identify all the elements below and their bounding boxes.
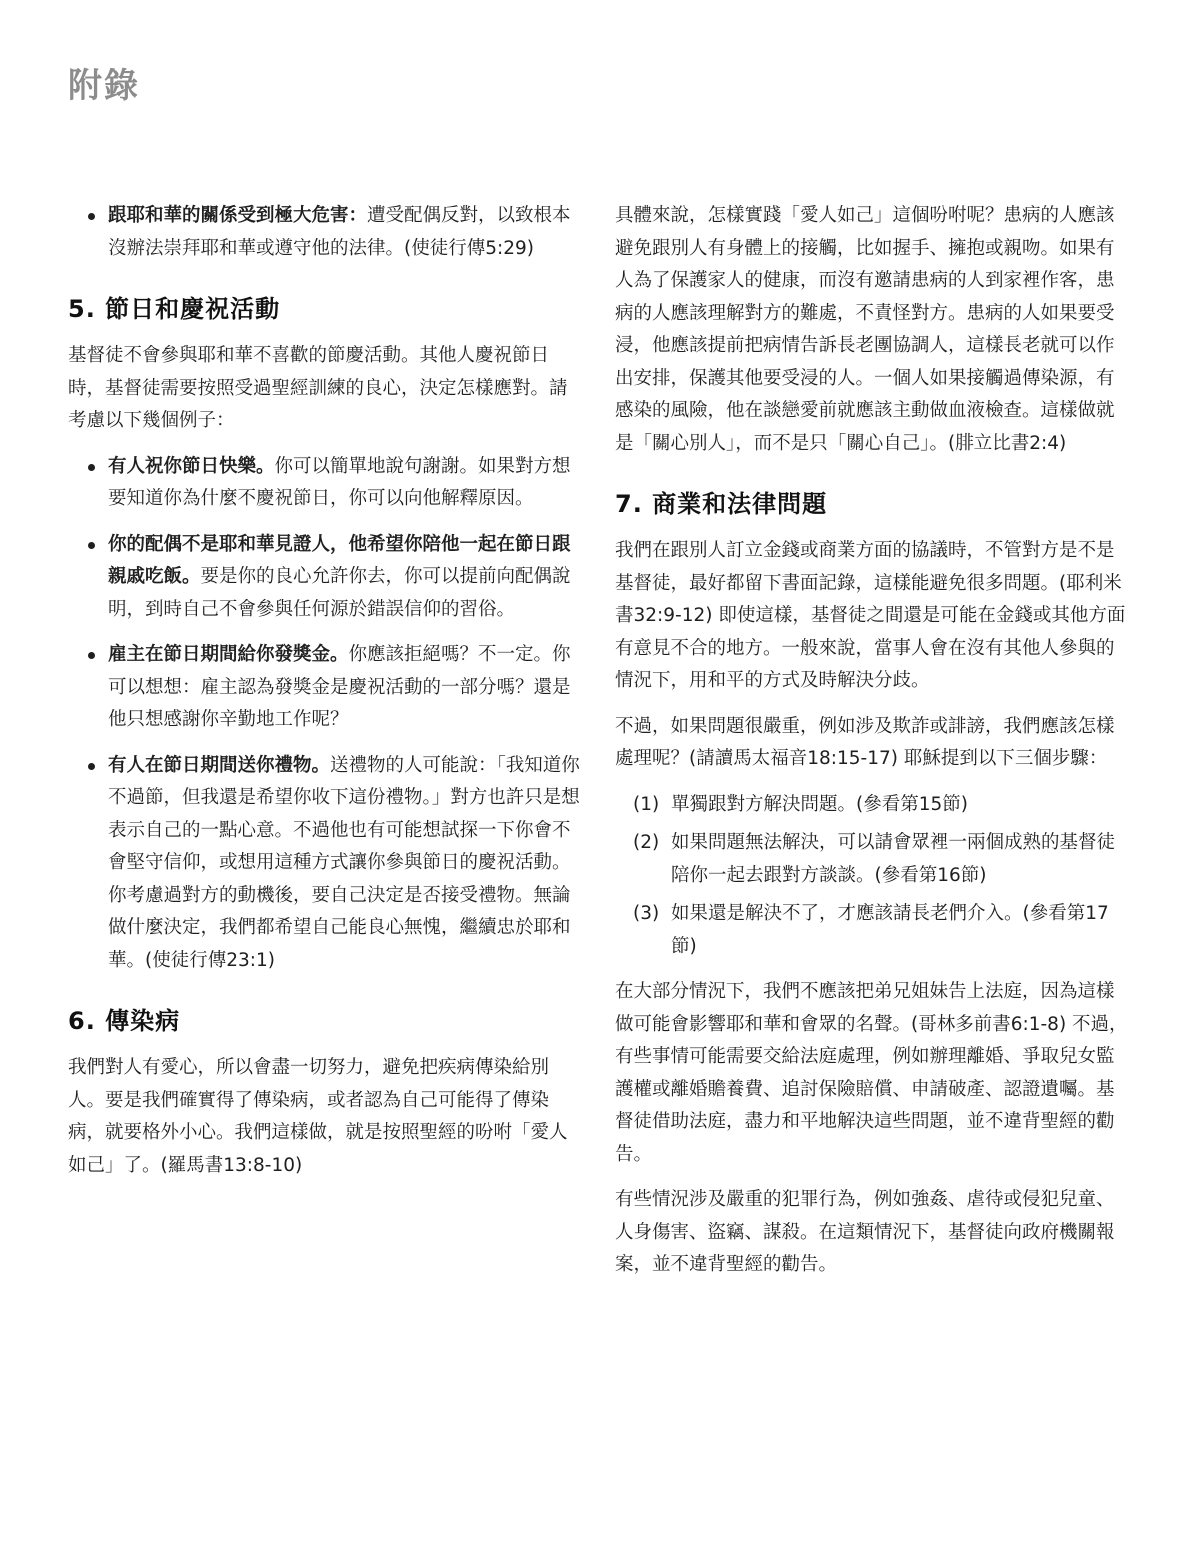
list-item: [108, 750, 582, 978]
bullet-text: 遭受配偶反對，以致根本沒辦法崇拜耶和華或遵守他的法律。(使徒行傳5:29): [108, 205, 571, 259]
left-column: [68, 200, 582, 1195]
step-number: (3): [633, 903, 660, 924]
bullet-text: 送禮物的人可能說：「我知道你不過節，但我還是希望你收下這份禮物。」對方也許只是想表示自己的一點心意。不過他也有可能想試探一下你會不會堅守信仰，或想用這種方式讓你參與節日的慶祝活動。你考慮過對方的動機後，要自己決定是否接受禮物。無論做什麼決定，我們都希望自己能良心無愧，繼續忠於耶和華。(使徒行傳23:1): [108, 754, 580, 971]
section-heading-6: 6. 傳染病: [68, 1007, 181, 1035]
section7-paragraph-3: 在大部分情況下，我們不應該把弟兄姐妹告上法庭，因為這樣做可能會影響耶和華和會眾的名聲。(哥林多前書6:1-8) 不過，有些事情可能需要交給法庭處理，例如辦理離婚、爭取兒女監護權或離婚贍養費、追討保險賠償、申請破產、認證遺囑。基督徒借助法庭，盡力和平地解決這些問題，並不違背聖經的勸告。: [615, 981, 1128, 1165]
bullet-lead: 跟耶和華的關係受到極大危害：: [108, 205, 368, 226]
bullet-text: 你應該拒絕嗎？不一定。你可以想想：雇主認為發獎金是慶祝活動的一部分嗎？還是他只想感謝你辛勤地工作呢？: [108, 644, 571, 730]
list-item: [108, 200, 582, 265]
bullet-list-continued: [68, 200, 582, 265]
list-item: [633, 789, 1129, 822]
list-item: [108, 451, 582, 516]
running-head: 附錄: [68, 66, 140, 106]
list-item: [633, 898, 1129, 963]
step-text: 如果問題無法解決，可以請會眾裡一兩個成熟的基督徒陪你一起去跟對方談談。(參看第16節): [671, 832, 1116, 886]
list-item: [108, 529, 582, 627]
bullet-lead: 有人在節日期間送你禮物。: [108, 754, 331, 776]
bullet-lead: 你的配偶不是耶和華見證人，他希望你陪他一起在節日跟親戚吃飯。: [108, 533, 571, 587]
list-item: [108, 639, 582, 737]
section6-paragraph: 我們對人有愛心，所以會盡一切努力，避免把疾病傳染給別人。要是我們確實得了傳染病，或者認為自己可能得了傳染病，就要格外小心。我們這樣做，就是按照聖經的吩咐「愛人如己」了。(羅馬書13:8-10): [68, 1057, 568, 1176]
list-item: [633, 827, 1129, 892]
step-number: (1): [633, 793, 660, 815]
section-heading-7: 7. 商業和法律問題: [615, 490, 828, 518]
section6-continued-paragraph: 具體來說，怎樣實踐「愛人如己」這個吩咐呢？患病的人應該避免跟別人有身體上的接觸，比如握手、擁抱或親吻。如果有人為了保護家人的健康，而沒有邀請患病的人到家裡作客，患病的人應該理解對方的難處，不責怪對方。患病的人如果要受浸，他應該提前把病情告訴長老團協調人，這樣長老就可以作出安排，保護其他要受浸的人。一個人如果接觸過傳染源，有感染的風險，他在談戀愛前就應該主動做血液檢查。這樣做就是「關心別人」，而不是只「關心自己」。(腓立比書2:4): [615, 205, 1115, 454]
right-column: [615, 200, 1129, 1295]
section5-intro: 基督徒不會參與耶和華不喜歡的節慶活動。其他人慶祝節日時，基督徒需要按照受過聖經訓練的良心，決定怎樣應對。請考慮以下幾個例子：: [68, 345, 568, 431]
section7-paragraph-1: 我們在跟別人訂立金錢或商業方面的協議時，不管對方是不是基督徒，最好都留下書面記錄，這樣能避免很多問題。(耶利米書32:9-12) 即使這樣，基督徒之間還是可能在金錢或其他方面有意見不合的地方。一般來說，當事人會在沒有其他人參與的情況下，用和平的方式及時解決分歧。: [615, 540, 1126, 691]
section7-paragraph-2: 不過，如果問題很嚴重，例如涉及欺詐或誹謗，我們應該怎樣處理呢？(請讀馬太福音18:15-17) 耶穌提到以下三個步驟：: [615, 715, 1115, 769]
bullet-text: 你可以簡單地說句謝謝。如果對方想要知道你為什麼不慶祝節日，你可以向他解釋原因。: [108, 455, 571, 509]
bullet-lead: 有人祝你節日快樂。: [108, 455, 275, 477]
steps-list: [615, 789, 1129, 964]
bullet-lead: 雇主在節日期間給你發獎金。: [108, 644, 349, 665]
section7-paragraph-4: 有些情況涉及嚴重的犯罪行為，例如強姦、虐待或侵犯兒童、人身傷害、盜竊、謀殺。在這類情況下，基督徒向政府機關報案，並不違背聖經的勸告。: [615, 1189, 1115, 1275]
step-text: 如果還是解決不了，才應該請長老們介入。(參看第17節): [671, 903, 1109, 957]
section-heading-5: 5. 節日和慶祝活動: [68, 295, 281, 323]
bullet-text: 要是你的良心允許你去，你可以提前向配偶說明，到時自己不會參與任何源於錯誤信仰的習俗。: [108, 566, 571, 620]
step-text: 單獨跟對方解決問題。(參看第15節): [671, 793, 968, 815]
step-number: (2): [633, 832, 660, 853]
holiday-examples-list: [68, 451, 582, 978]
